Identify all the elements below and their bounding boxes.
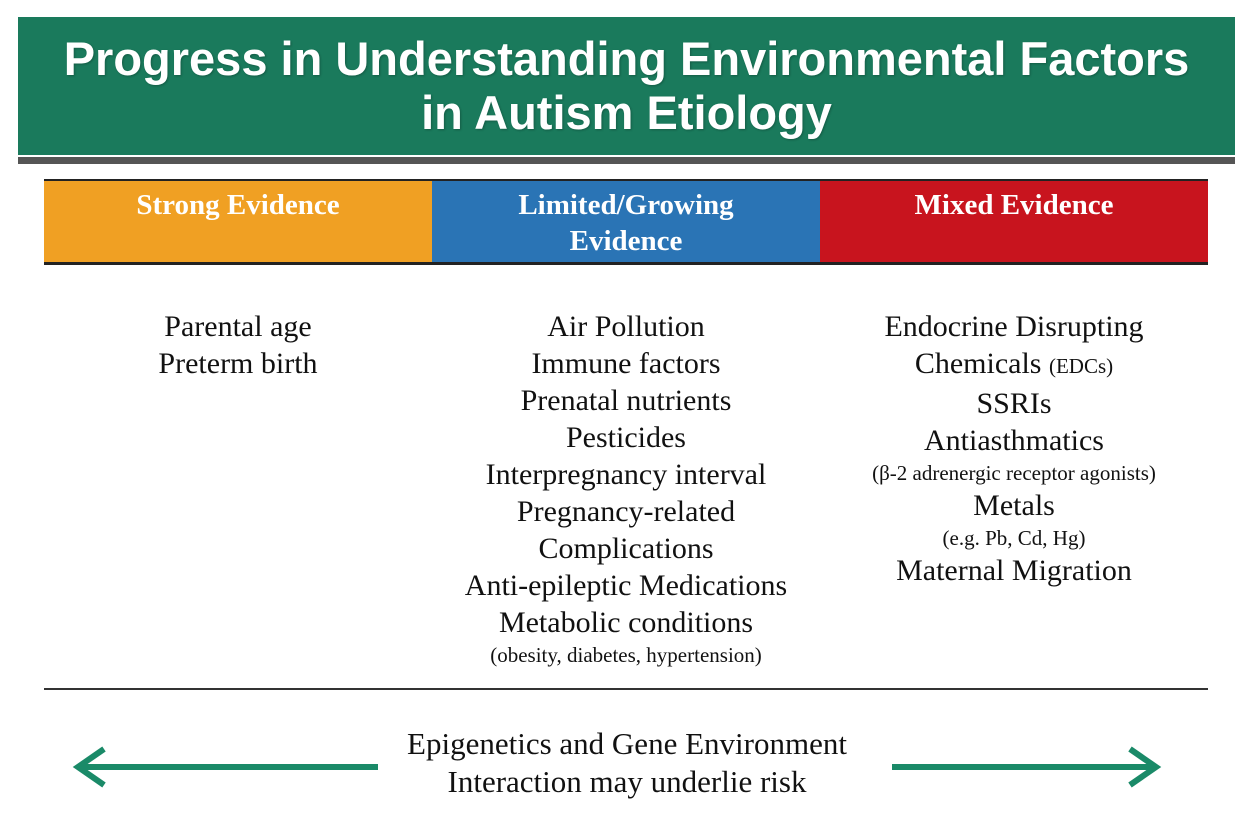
header-mixed-evidence [820,181,1208,262]
footer-line-2: Interaction may underlie risk [447,764,807,799]
right-arrow-icon [892,745,1164,789]
list-item: SSRIs [976,387,1052,420]
header-strong-evidence [44,181,432,262]
list-item: Pregnancy-related [516,495,736,528]
list-item: Endocrine Disrupting [884,310,1144,343]
list-item: Antiasthmatics [924,424,1104,457]
list-item: Prenatal nutrients [520,384,732,417]
title-banner [18,17,1235,155]
header-limited-label-line-2: Evidence [569,225,683,257]
header-limited-label-line-1: Limited/Growing [518,189,734,221]
footer-line-1: Epigenetics and Gene Environment [407,726,847,761]
list-item: Air Pollution [547,310,705,343]
list-item-note: (β-2 adrenergic receptor agonists) [872,461,1156,485]
title-line-1: Progress in Understanding Environmental Factors [63,32,1190,85]
column-strong-evidence [44,308,432,669]
list-item: Metabolic conditions [498,606,754,639]
list-item: Preterm birth [158,347,318,380]
list-item: Maternal Migration [896,554,1132,587]
evidence-columns [44,308,1208,669]
list-item: Complications [538,532,714,565]
list-item: Metals [973,489,1055,522]
bottom-divider [44,688,1208,690]
title-divider [18,157,1235,164]
list-item: Interpregnancy interval [485,458,767,491]
list-item-note: (e.g. Pb, Cd, Hg) [942,526,1086,550]
header-limited-evidence [432,181,820,262]
column-limited-evidence [432,308,820,669]
footer-note [300,725,954,801]
header-strong-label: Strong Evidence [136,189,340,221]
list-item-note: (obesity, diabetes, hypertension) [490,643,762,667]
column-mixed-evidence [820,308,1208,669]
header-mixed-label: Mixed Evidence [914,189,1114,221]
edc-label: Chemicals [914,347,1042,380]
list-item: Parental age [164,310,312,343]
title-line-2: in Autism Etiology [421,86,832,139]
evidence-header-row [44,179,1208,265]
list-item: Anti-epileptic Medications [464,569,788,602]
list-item [915,345,1113,385]
edc-abbreviation: (EDCs) [1048,354,1114,378]
list-item: Immune factors [531,347,721,380]
list-item: Pesticides [566,421,686,454]
